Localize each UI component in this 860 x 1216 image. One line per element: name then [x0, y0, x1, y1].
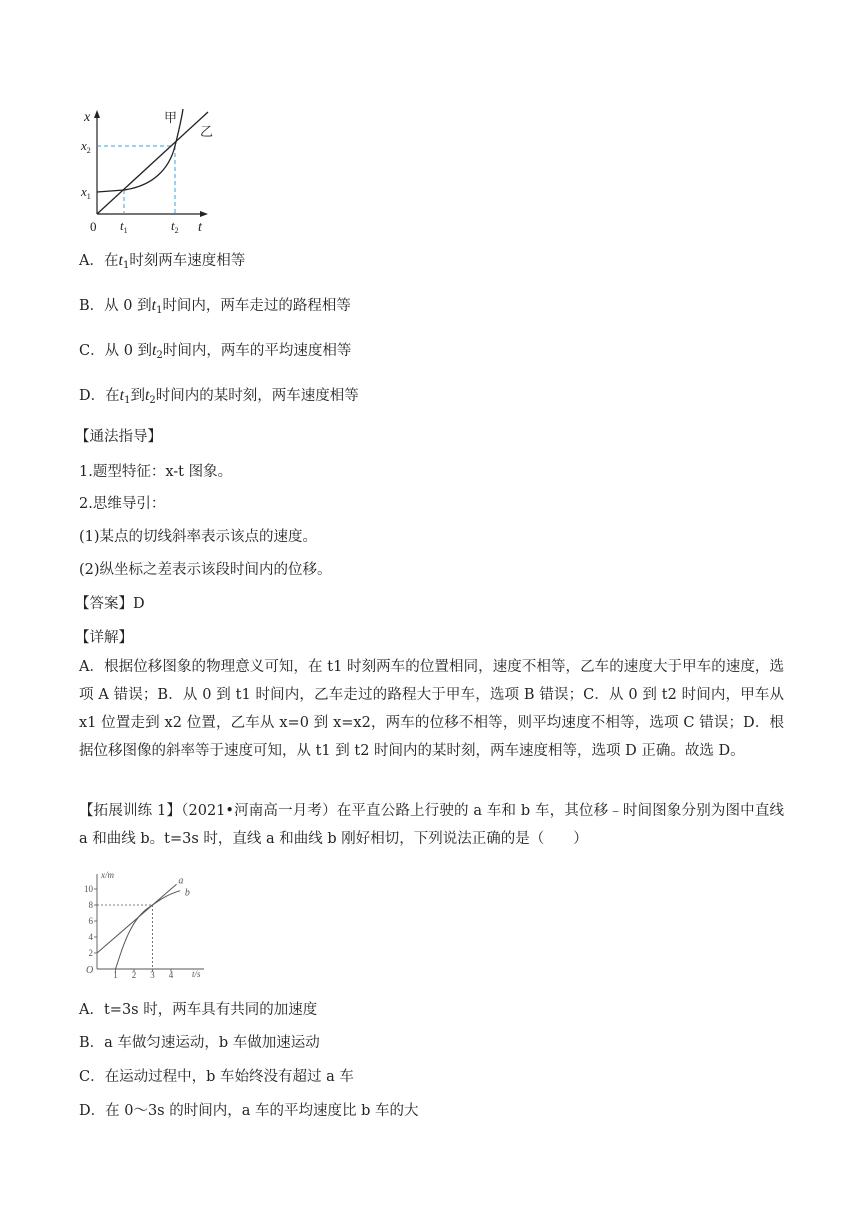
chart-x-label: t/s [192, 969, 201, 978]
exercise-xt-chart [82, 868, 212, 978]
y-tick-label: 2 [88, 948, 93, 958]
detail-text: A．根据位移图象的物理意义可知，在 t1 时刻两车的位置相同，速度不相等，乙车的速度大于甲车的速度，选项 A 错误；B．从 0 到 t1 时间内，乙车走过的路程大于甲车，选项 B 错误；C．从 0 到 t2 时间内，甲车从 x1 位置走到 x2 位置，乙车从 x=0 到 x=x2，两车的位移不相等，则平均速度不相等，选项 C 错误；D．根据位移图像的斜率等于速度可知，从 t1 到 t2 时间内的某时刻，两车速度相等，选项 D 正确。故选 D。 [79, 659, 784, 759]
xt-graph-figure [78, 104, 218, 236]
series-a-label: a [178, 875, 184, 887]
x-tick-label: 1 [113, 970, 118, 978]
origin-label: 0 [90, 219, 97, 234]
x-tick-label: 3 [150, 970, 155, 978]
q2-option-b: B．a 车做匀速运动，b 车做加速运动 [79, 1035, 320, 1051]
t2-label: $t_2$ [171, 218, 179, 235]
q1-option-c: C．从 0 到$t_2$时间内，两车的平均速度相等 [79, 342, 352, 361]
guide-item-3: (1)某点的切线斜率表示该点的速度。 [79, 529, 318, 545]
x-axis-label: t [198, 220, 202, 235]
y-axis-label: x [84, 110, 91, 125]
answer: 【答案】D [75, 596, 145, 612]
q1-option-a: A．在$t_1$时刻两车速度相等 [79, 252, 246, 271]
y-tick-label: 10 [84, 884, 93, 894]
q2-option-a: A．t=3s 时，两车具有共同的加速度 [79, 1002, 318, 1018]
q1-option-b: B．从 0 到$t_1$时间内，两车走过的路程相等 [79, 297, 351, 316]
q2-option-c: C．在运动过程中，b 车始终没有超过 a 车 [79, 1069, 354, 1085]
series-b [116, 891, 181, 969]
guide-heading: 【通法指导】 [75, 429, 162, 445]
q1-option-d: D．在$t_1$到$t_2$时间内的某时刻，两车速度相等 [79, 387, 359, 406]
y-tick-label: 4 [88, 932, 93, 942]
exercise-question: 【拓展训练 1】（2021•河南高一月考）在平直公路上行驶的 a 车和 b 车，其位移﹣时间图象分别为图中直线 a 和曲线 b。t=3s 时，直线 a 和曲线 b 刚好相切，下列说法正确的是（ ） [79, 803, 784, 847]
chart-origin: O [86, 965, 94, 976]
q2-option-d: D．在 0～3s 的时间内，a 车的平均速度比 b 车的大 [79, 1103, 419, 1119]
chart-y-label: x/m [101, 870, 114, 880]
series-b-label: b [184, 887, 190, 899]
y-tick-label: 8 [88, 900, 93, 910]
t1-label: $t_1$ [120, 218, 128, 235]
line-yi [97, 112, 208, 214]
x-tick-label: 2 [131, 970, 137, 978]
x-tick-label: 4 [168, 970, 174, 978]
x1-label: $x_1$ [81, 184, 91, 201]
guide-item-2: 2.思维导引： [79, 496, 166, 512]
x2-label: $x_2$ [81, 138, 91, 155]
detail-heading: 【详解】 [75, 630, 133, 646]
y-tick-label: 6 [88, 916, 93, 926]
guide-item-4: (2)纵坐标之差表示该段时间内的位移。 [79, 562, 332, 578]
curve-jia-label: 甲 [164, 111, 178, 126]
line-yi-label: 乙 [200, 125, 214, 140]
y-axis-arrow [94, 110, 100, 118]
x-axis-arrow [200, 211, 208, 217]
guide-item-1: 1.题型特征：x-t 图象。 [79, 464, 233, 480]
